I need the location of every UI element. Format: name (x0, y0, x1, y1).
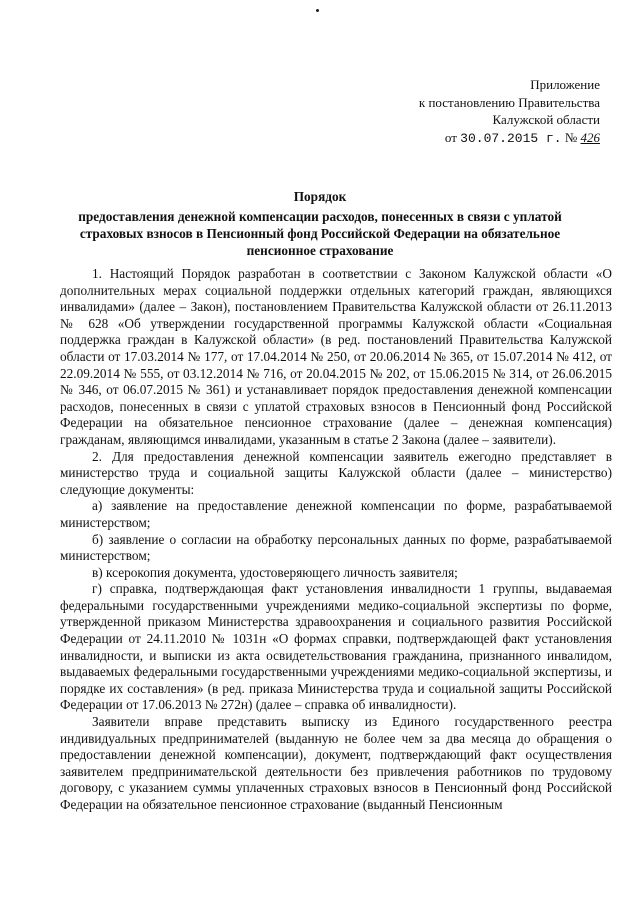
resolution-number: 426 (580, 129, 600, 145)
number-sign: № (561, 129, 581, 145)
appendix-region-label: Калужской области (492, 112, 600, 127)
document-title (60, 188, 580, 259)
appendix-date-line (419, 129, 600, 148)
document-body (60, 266, 612, 814)
appendix-header (419, 76, 600, 147)
paragraph-2: 2. Для предоставления денежной компенсации заявитель ежегодно представляет в министерство труда и социальной защиты Калужской области (далее – министерство) следующие документы: (60, 448, 612, 497)
list-item-a: а) заявление на предоставление денежной компенсации по форме, разрабатываемой министерством; (60, 498, 612, 530)
resolution-date: 30.07.2015 г. (460, 130, 562, 146)
title-heading: Порядок (293, 189, 347, 204)
appendix-resolution-label: к постановлению Правительства (418, 94, 600, 110)
paragraph-applicants: Заявители вправе представить выписку из Единого государственного реестра индивидуальных предпринимателей (выданную не более чем за два месяца до обращения о предоставлении денежной компенсации), документ, подтверждающий факт осуществления заявителем предпринимательской деятельности без привлечения работников по трудовому договору, с указанием суммы уплаченных страховых взносов в Пенсионный фонд Российской Федерации на обязательное пенсионное страхование (выданный Пенсионным (60, 714, 612, 812)
list-item-g: г) справка, подтверждающая факт установления инвалидности 1 группы, выдаваемая федеральными государственными учреждениями медико-социальной экспертизы по форме, утвержденной приказом Министерства здравоохранения и социального развития Российской Федерации от 24.11.2010 № 1031н «О формах справки, подтверждающей факт установления инвалидности, и выписки из акта освидетельствования гражданина, признанного инвалидом, выдаваемых федеральными государственными учреждениями медико-социальной экспертизы, и порядке их составления» (в ред. приказа Министерства труда и социальной защиты Российской Федерации от 17.06.2013 № 272н) (далее – справка об инвалидности). (60, 581, 612, 713)
list-item-v: в) ксерокопия документа, удостоверяющего личность заявителя; (92, 564, 458, 580)
paragraph-1: 1. Настоящий Порядок разработан в соответствии с Законом Калужской области «О дополнительных мерах социальной поддержки отдельных категорий граждан, являющихся инвалидами» (далее – Закон), постановлением Правительства Калужской области от 26.11.2013 № 628 «Об утверждении государственной программы Калужской области «Социальная поддержка граждан в Калужской области» (в ред. постановлений Правительства Калужской области от 17.03.2014 № 177, от 17.04.2014 № 250, от 20.06.2014 № 365, от 15.07.2014 № 412, от 22.09.2014 № 555, от 03.12.2014 № 716, от 20.04.2015 № 202, от 15.06.2015 № 314, от 26.06.2015 № 346, от 06.07.2015 № 361) и устанавливает порядок предоставления денежной компенсации расходов, понесенных в связи с уплатой страховых взносов в Пенсионный фонд Российской Федерации на обязательное пенсионное страхование (далее – денежная компенсация) гражданам, являющимся инвалидами, указанным в статье 2 Закона (далее – заявители). (60, 266, 612, 447)
date-prefix: от (444, 129, 461, 145)
list-item-b: б) заявление о согласии на обработку персональных данных по форме, разрабатываемой министерством; (60, 531, 612, 564)
scan-mark (316, 9, 319, 12)
appendix-label: Приложение (530, 77, 600, 92)
title-subtitle: предоставления денежной компенсации расходов, понесенных в связи с уплатой страховых взносов в Пенсионный фонд Российской Федерации на обязательное пенсионное страхование (78, 209, 562, 258)
